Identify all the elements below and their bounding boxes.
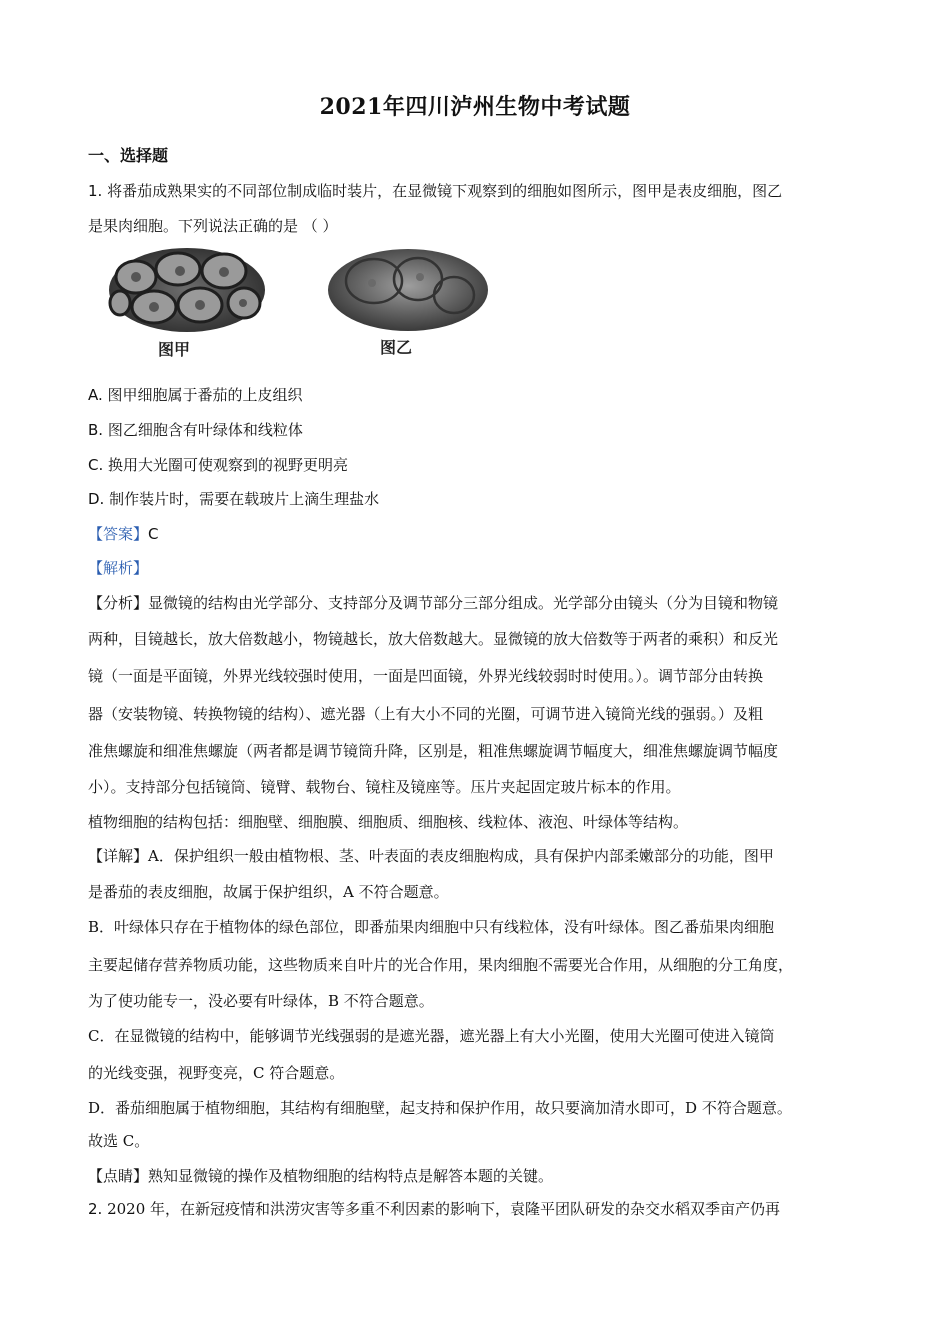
analysis-line: 的光线变强，视野变亮，C 符合题意。: [88, 1064, 345, 1082]
figure-yi-image: [326, 247, 490, 333]
option-d-text: 制作装片时，需要在载玻片上滴生理盐水: [109, 490, 380, 508]
answer-value: C: [148, 525, 159, 543]
figure-jia-image: [106, 245, 268, 335]
q1-option-d: [88, 489, 868, 509]
analysis-tag: 【解析】: [88, 559, 149, 577]
analysis-line: 主要起储存营养物质功能，这些物质来自叶片的光合作用，果肉细胞不需要光合作用，从细胞的分工角度，: [88, 956, 794, 974]
option-b-text: 图乙细胞含有叶绿体和线粒体: [107, 421, 303, 439]
option-c-text: 换用大光圈可使观察到的视野更明亮: [108, 456, 349, 474]
option-c-letter: C.: [88, 456, 104, 474]
page-title: 2021年四川泸州生物中考试题: [319, 94, 631, 120]
figure-yi-label: 图乙: [380, 338, 413, 357]
analysis-line: 【详解】A．保护组织一般由植物根、茎、叶表面的表皮细胞构成，具有保护内部柔嫩部分的功能，图甲: [88, 847, 774, 865]
q2-stem-text-1: 2020 年，在新冠疫情和洪涝灾害等多重不利因素的影响下，袁隆平团队研发的杂交水稻双季亩产仍再: [107, 1200, 781, 1218]
q1-option-b: [88, 420, 868, 440]
q1-stem-line-2: 是果肉细胞。下列说法正确的是 （ ）: [88, 217, 338, 235]
analysis-line: 【点睛】熟知显微镜的操作及植物细胞的结构特点是解答本题的关键。: [88, 1167, 554, 1185]
analysis-line: 镜（一面是平面镜，外界光线较强时使用，一面是凹面镜，外界光线较弱时时使用。）。调节部分由转换: [88, 667, 764, 685]
analysis-line: B．叶绿体只存在于植物体的绿色部位，即番茄果肉细胞中只有线粒体，没有叶绿体。图乙番茄果肉细胞: [88, 918, 775, 936]
q2-stem-line-1: [88, 1199, 868, 1219]
analysis-line: 为了使功能专一，没必要有叶绿体，B 不符合题意。: [88, 992, 434, 1010]
analysis-line: C．在显微镜的结构中，能够调节光线强弱的是遮光器，遮光器上有大小光圈，使用大光圈可使进入镜筒: [88, 1027, 775, 1045]
answer-tag: 【答案】: [88, 525, 149, 543]
analysis-line: 器（安装物镜、转换物镜的结构）、遮光器（上有大小不同的光圈，可调节进入镜筒光线的强弱。）及粗: [88, 705, 764, 723]
q1-option-a: [88, 385, 868, 405]
analysis-line: 【分析】显微镜的结构由光学部分、支持部分及调节部分三部分组成。光学部分由镜头（分为目镜和物镜: [88, 594, 779, 612]
analysis-line: 故选 C。: [88, 1132, 150, 1150]
option-d-letter: D.: [88, 490, 105, 508]
analysis-line: D．番茄细胞属于植物细胞，其结构有细胞壁，起支持和保护作用，故只要滴加清水即可，D 不符合题意。: [88, 1099, 792, 1117]
section-heading: 一、选择题: [88, 146, 169, 165]
q1-option-c: [88, 455, 868, 475]
q2-number: 2.: [88, 1200, 103, 1218]
q1-stem-text-1: 将番茄成熟果实的不同部位制成临时装片，在显微镜下观察到的细胞如图所示，图甲是表皮细胞，图乙: [107, 182, 783, 200]
option-b-letter: B.: [88, 421, 104, 439]
analysis-line: 植物细胞的结构包括：细胞壁、细胞膜、细胞质、细胞核、线粒体、液泡、叶绿体等结构。: [88, 813, 689, 831]
option-a-text: 图甲细胞属于番茄的上皮组织: [107, 386, 303, 404]
q1-number: 1.: [88, 182, 103, 200]
q1-stem-line-1: [88, 181, 868, 201]
analysis-line: 两种，目镜越长，放大倍数越小，物镜越长，放大倍数越大。显微镜的放大倍数等于两者的乘积）和反光: [88, 630, 779, 648]
figure-jia-label: 图甲: [158, 340, 191, 359]
analysis-line: 准焦螺旋和细准焦螺旋（两者都是调节镜筒升降，区别是，粗准焦螺旋调节幅度大，细准焦螺旋调节幅度: [88, 742, 779, 760]
option-a-letter: A.: [88, 386, 103, 404]
q1-figures: [100, 245, 500, 365]
q1-answer: [88, 524, 868, 544]
analysis-line: 是番茄的表皮细胞，故属于保护组织，A 不符合题意。: [88, 883, 449, 901]
analysis-line: 小）。支持部分包括镜筒、镜臂、载物台、镜柱及镜座等。压片夹起固定玻片标本的作用。: [88, 778, 681, 796]
